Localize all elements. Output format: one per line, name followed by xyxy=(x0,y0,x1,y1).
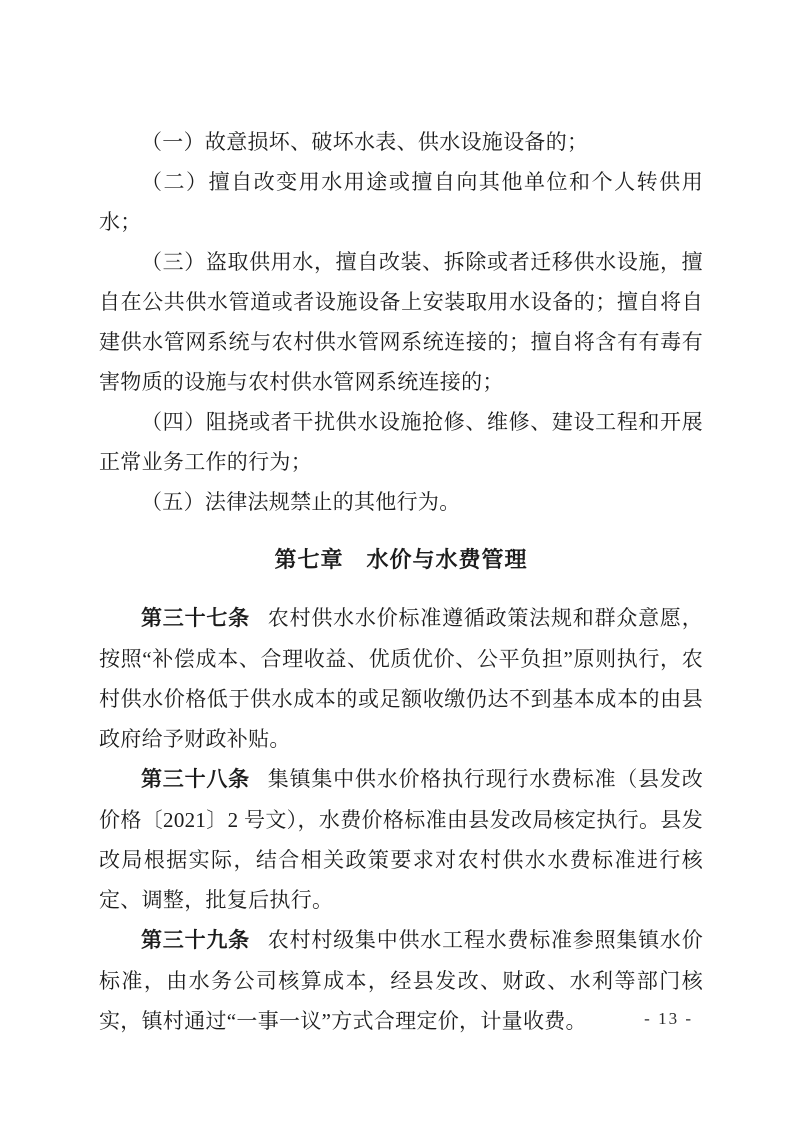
article-37-text: 农村供水水价标准遵循政策法规和群众意愿，按照“补偿成本、合理收益、优质优价、公平负担”原则执行，农村供水价格低于供水成本的或足额收缴仍达不到基本成本的由县政府给予财政补贴。 xyxy=(99,606,704,751)
list-item-3: （三）盗取供用水，擅自改装、拆除或者迁移供水设施，擅自在公共供水管道或者设施设备上安装取用水设备的；擅自将自建供水管网系统与农村供水管网系统连接的；擅自将含有有毒有害物质的设施与农村供水管网系统连接的； xyxy=(99,250,703,394)
list-item-1: （一）故意损坏、破坏水表、供水设施设备的； xyxy=(141,130,589,154)
article-38-number: 第三十八条 xyxy=(141,768,250,791)
article-37-number: 第三十七条 xyxy=(141,607,250,630)
list-item-2: （二）擅自改变用水用途或擅自向其他单位和个人转供用水； xyxy=(99,170,703,234)
page-number: - 13 - xyxy=(644,1009,693,1028)
article-39-text: 农村村级集中供水工程水费标准参照集镇水价标准，由水务公司核算成本，经县发改、财政、水利等部门核实，镇村通过“一事一议”方式合理定价，计量收费。 xyxy=(99,928,704,1033)
article-38-text: 集镇集中供水价格执行现行水费标准（县发改价格〔2021〕2 号文），水费价格标准由县发改局核定执行。县发改局根据实际，结合相关政策要求对农村供水水费标准进行核定、调整，批复后执行。 xyxy=(99,767,704,912)
chapter-heading: 第七章 水价与水费管理 xyxy=(274,547,528,572)
article-39-number: 第三十九条 xyxy=(141,929,250,952)
article-37 xyxy=(99,598,703,759)
list-item-5: （五）法律法规禁止的其他行为。 xyxy=(141,490,461,514)
document-body xyxy=(99,122,703,1041)
article-39 xyxy=(99,920,703,1041)
article-38 xyxy=(99,759,703,920)
list-item-4: （四）阻挠或者干扰供水设施抢修、维修、建设工程和开展正常业务工作的行为； xyxy=(99,410,703,474)
